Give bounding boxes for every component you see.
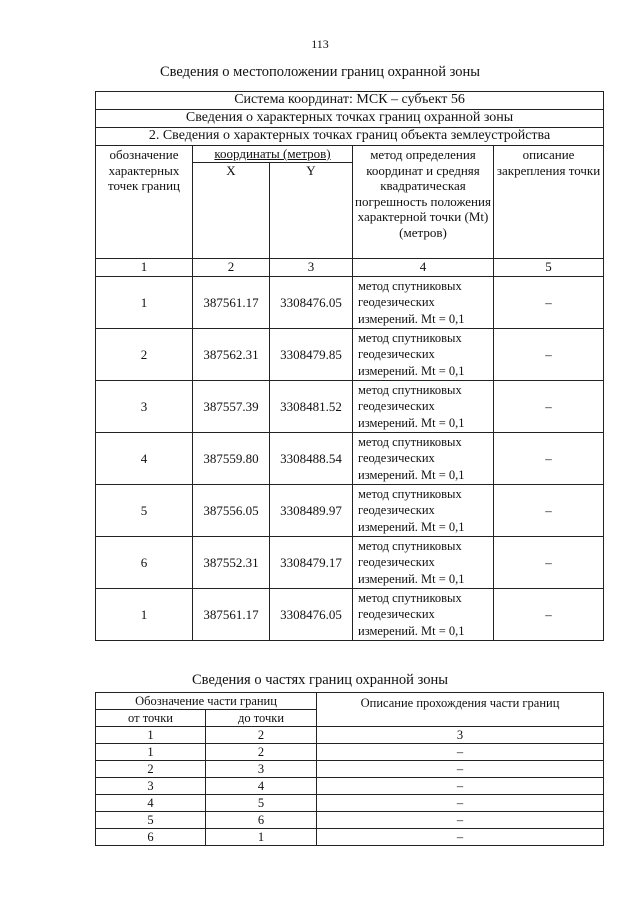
characteristic-points-table: [95, 91, 604, 641]
to-point: 2: [206, 744, 317, 761]
table-row: [96, 485, 604, 537]
point-description: –: [494, 485, 604, 537]
header-part-description: Описание прохождения части границ: [317, 693, 604, 727]
table-row: [96, 329, 604, 381]
point-id: 1: [96, 589, 193, 641]
coord-x: 387557.39: [193, 381, 270, 433]
header-x: X: [193, 163, 270, 259]
part-description: –: [317, 744, 604, 761]
coord-x: 387559.80: [193, 433, 270, 485]
col-number: 1: [96, 727, 206, 744]
table-row: [96, 812, 604, 829]
method: метод спутниковых геодезических измерений. Mt = 0,1: [353, 485, 494, 537]
coord-x: 387556.05: [193, 485, 270, 537]
method: метод спутниковых геодезических измерений. Mt = 0,1: [353, 537, 494, 589]
method: метод спутниковых геодезических измерений. Mt = 0,1: [353, 381, 494, 433]
table-row: [96, 589, 604, 641]
point-description: –: [494, 433, 604, 485]
point-description: –: [494, 277, 604, 329]
header-part-designation: Обозначение части границ: [96, 693, 317, 710]
coord-y: 3308476.05: [270, 277, 353, 329]
from-point: 6: [96, 829, 206, 846]
part-description: –: [317, 812, 604, 829]
col-number: 2: [206, 727, 317, 744]
table-row: [96, 829, 604, 846]
coord-y: 3308488.54: [270, 433, 353, 485]
section1-heading: Сведения о характерных точках границ охранной зоны: [96, 110, 604, 128]
location-title: Сведения о местоположении границ охранной зоны: [159, 64, 480, 80]
from-point: 3: [96, 778, 206, 795]
col-number: 3: [317, 727, 604, 744]
coord-x: 387561.17: [193, 277, 270, 329]
point-description: –: [494, 381, 604, 433]
to-point: 3: [206, 761, 317, 778]
part-description: –: [317, 795, 604, 812]
section2-heading: 2. Сведения о характерных точках границ объекта землеустройства: [96, 128, 604, 146]
method: метод спутниковых геодезических измерений. Mt = 0,1: [353, 329, 494, 381]
to-point: 5: [206, 795, 317, 812]
header-from-point: от точки: [96, 710, 206, 727]
coord-y: 3308476.05: [270, 589, 353, 641]
coord-x: 387561.17: [193, 589, 270, 641]
table-row: [96, 761, 604, 778]
point-id: 1: [96, 277, 193, 329]
header-coordinates: [193, 146, 353, 163]
header-to-point: до точки: [206, 710, 317, 727]
point-description: –: [494, 537, 604, 589]
to-point: 6: [206, 812, 317, 829]
table-row: [96, 277, 604, 329]
coord-y: 3308481.52: [270, 381, 353, 433]
col-number: 2: [193, 259, 270, 277]
header-designation: обозначение характерных точек границ: [96, 146, 193, 259]
col-number: 3: [270, 259, 353, 277]
page-number: 113: [311, 37, 329, 51]
coord-system: Система координат: МСК – субъект 56: [96, 92, 604, 110]
point-id: 5: [96, 485, 193, 537]
header-method: метод определения координат и средняя квадратическая погрешность положения характерной точки (Mt) (метров): [353, 146, 494, 259]
point-id: 6: [96, 537, 193, 589]
col-number: 5: [494, 259, 604, 277]
from-point: 5: [96, 812, 206, 829]
header-description: описание закрепления точки: [494, 146, 604, 259]
part-description: –: [317, 829, 604, 846]
point-description: –: [494, 589, 604, 641]
to-point: 4: [206, 778, 317, 795]
col-number: 1: [96, 259, 193, 277]
table-row: [96, 537, 604, 589]
to-point: 1: [206, 829, 317, 846]
coord-x: 387552.31: [193, 537, 270, 589]
table-row: [96, 795, 604, 812]
method: метод спутниковых геодезических измерений. Mt = 0,1: [353, 433, 494, 485]
table-row: [96, 744, 604, 761]
boundary-parts-table: [95, 692, 604, 846]
table-row: [96, 778, 604, 795]
method: метод спутниковых геодезических измерений. Mt = 0,1: [353, 277, 494, 329]
point-id: 3: [96, 381, 193, 433]
parts-title: Сведения о частях границ охранной зоны: [192, 672, 448, 688]
from-point: 4: [96, 795, 206, 812]
point-id: 4: [96, 433, 193, 485]
from-point: 2: [96, 761, 206, 778]
table-row: [96, 381, 604, 433]
from-point: 1: [96, 744, 206, 761]
coord-y: 3308479.85: [270, 329, 353, 381]
coord-y: 3308479.17: [270, 537, 353, 589]
coord-x: 387562.31: [193, 329, 270, 381]
header-coordinates-text: координаты (метров): [214, 146, 331, 161]
point-description: –: [494, 329, 604, 381]
method: метод спутниковых геодезических измерений. Mt = 0,1: [353, 589, 494, 641]
table-row: [96, 433, 604, 485]
header-y: Y: [270, 163, 353, 259]
coord-y: 3308489.97: [270, 485, 353, 537]
part-description: –: [317, 778, 604, 795]
point-id: 2: [96, 329, 193, 381]
col-number: 4: [353, 259, 494, 277]
part-description: –: [317, 761, 604, 778]
